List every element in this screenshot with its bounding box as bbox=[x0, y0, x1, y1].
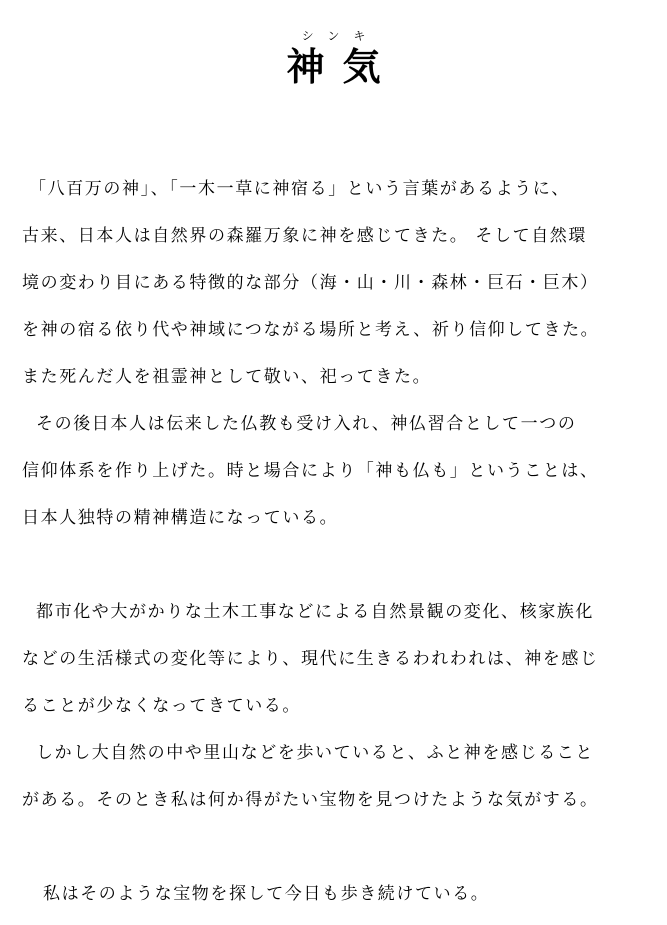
text-line: 都市化や大がかりな土木工事などによる自然景観の変化、核家族化 bbox=[22, 602, 595, 622]
paragraph-3 bbox=[22, 589, 662, 730]
text-line: 信仰体系を作り上げた。時と場合により「神も仏も」ということは、 bbox=[22, 461, 599, 481]
paragraph-gap bbox=[22, 542, 662, 589]
title-ruby: シンキ bbox=[301, 29, 380, 43]
paragraph-1 bbox=[22, 166, 662, 401]
text-line: 私はそのような宝物を探して今日も歩き続けている。 bbox=[22, 884, 490, 904]
text-line: しかし大自然の中や里山などを歩いていると、ふと神を感じること bbox=[22, 743, 595, 763]
text-line: その後日本人は伝来した仏教も受け入れ、神仏習合として一つの bbox=[22, 414, 577, 434]
text-line: また死んだ人を祖霊神として敬い、祀ってきた。 bbox=[22, 367, 432, 387]
title-block bbox=[0, 28, 667, 90]
paragraph-5 bbox=[22, 871, 662, 918]
text-line: 日本人独特の精神構造になっている。 bbox=[22, 508, 339, 528]
body-text bbox=[22, 166, 662, 918]
text-line: がある。そのとき私は何か得がたい宝物を見つけたような気がする。 bbox=[22, 790, 599, 810]
text-line: を神の宿る依り代や神域につながる場所と考え、祈り信仰してきた。 bbox=[22, 320, 600, 340]
paragraph-gap bbox=[22, 824, 662, 871]
paragraph-4 bbox=[22, 730, 662, 824]
page-title: 神気 bbox=[286, 44, 399, 89]
paragraph-2 bbox=[22, 401, 662, 542]
text-line: 境の変わり目にある特徴的な部分（海・山・川・森林・巨石・巨木） bbox=[22, 273, 599, 293]
text-line: 「八百万の神」、「一木一草に神宿る」という言葉があるように、 bbox=[22, 179, 571, 199]
text-line: などの生活様式の変化等により、現代に生きるわれわれは、神を感じ bbox=[22, 649, 599, 669]
text-line: ることが少なくなってきている。 bbox=[22, 696, 301, 716]
text-line: 古来、日本人は自然界の森羅万象に神を感じてきた。 そして自然環 bbox=[22, 226, 588, 246]
